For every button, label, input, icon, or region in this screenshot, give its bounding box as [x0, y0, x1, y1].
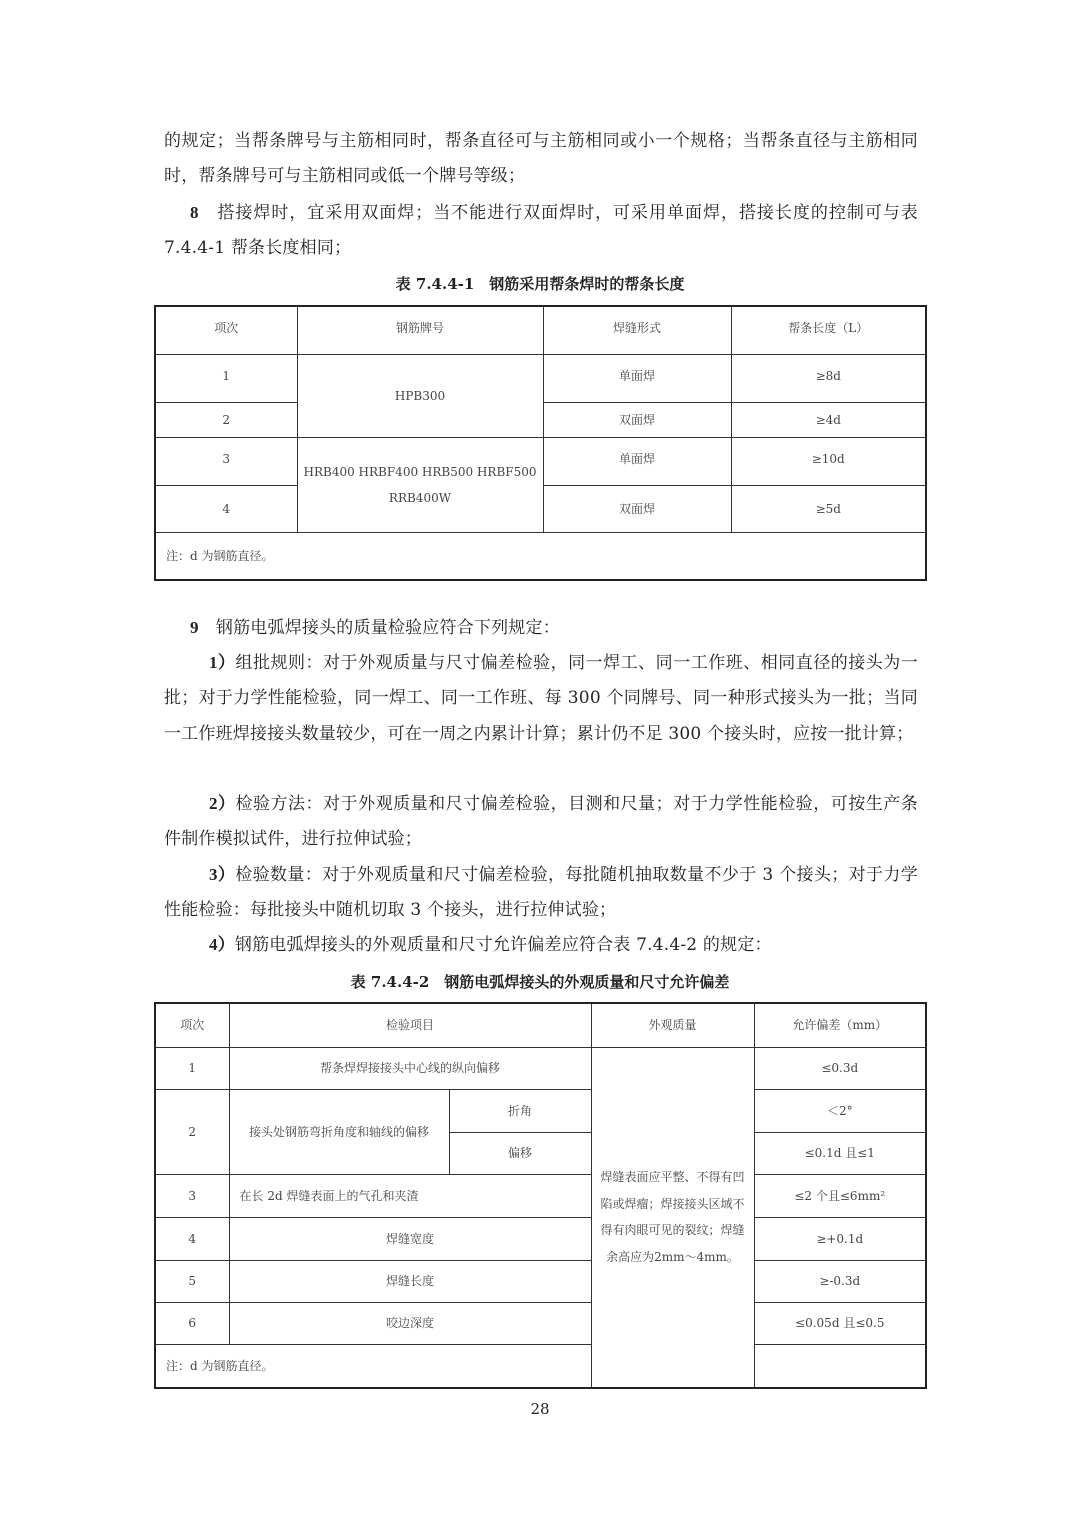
item-number: 3）	[209, 865, 236, 884]
table-7-4-4-1	[154, 305, 927, 581]
clause-text: 搭接焊时，宜采用双面焊；当不能进行双面焊时，可采用单面焊，搭接长度的控制可与表7.4.4-1 帮条长度相同；	[164, 203, 918, 259]
item-text: 检验方法：对于外观质量和尺寸偏差检验，目测和尺量；对于力学性能检验，可按生产条件制作模拟试件，进行拉伸试验；	[164, 794, 918, 850]
cell-weld: 单面焊	[543, 354, 731, 402]
paragraph-continuation	[164, 124, 918, 195]
cell-weld: 单面焊	[543, 437, 731, 485]
cell-weld: 双面焊	[543, 485, 731, 532]
cell-grade	[297, 437, 543, 532]
table-7-4-4-2	[154, 1002, 927, 1389]
table-row	[155, 1047, 926, 1089]
grade-line: RRB400W	[388, 490, 452, 505]
table-header-row	[155, 306, 926, 354]
cell-item: 焊缝宽度	[229, 1217, 591, 1260]
cell-length: ≥10d	[731, 437, 926, 485]
clause-8	[164, 195, 918, 267]
table-row	[155, 437, 926, 485]
cell-no: 1	[155, 354, 297, 402]
item-4	[164, 927, 918, 963]
header-cell: 外观质量	[591, 1003, 754, 1047]
header-cell: 允许偏差（mm）	[754, 1003, 926, 1047]
header-cell: 帮条长度（L）	[731, 306, 926, 354]
cell-length: ≥5d	[731, 485, 926, 532]
table-row	[155, 1217, 926, 1260]
table2-caption: 表 7.4.4-2 钢筋电弧焊接头的外观质量和尺寸允许偏差	[350, 973, 730, 991]
cell-no: 4	[155, 1217, 229, 1260]
table-note: 注：d 为钢筋直径。	[155, 1344, 926, 1388]
table-row	[155, 1260, 926, 1302]
item-1	[164, 645, 918, 752]
cell-item: 帮条焊焊接接头中心线的纵向偏移	[229, 1047, 591, 1089]
grade-line: HRB400 HRBF400 HRB500 HRBF500	[303, 464, 537, 479]
cell-no: 4	[155, 485, 297, 532]
table1-caption: 表 7.4.4-1 钢筋采用帮条焊时的帮条长度	[395, 275, 685, 293]
item-2	[164, 786, 918, 858]
cell-weld: 双面焊	[543, 402, 731, 437]
cell-item: 接头处钢筋弯折角度和轴线的偏移	[229, 1089, 449, 1174]
clause-text: 钢筋电弧焊接头的质量检验应符合下列规定：	[215, 618, 560, 638]
cell-no: 3	[155, 1174, 229, 1217]
header-cell: 焊缝形式	[543, 306, 731, 354]
table-row	[155, 1302, 926, 1344]
cell-tolerance: ≤0.3d	[754, 1047, 926, 1089]
cell-no: 5	[155, 1260, 229, 1302]
cell-length: ≥4d	[731, 402, 926, 437]
table-row	[155, 1174, 926, 1217]
cell-tolerance: ≥-0.3d	[754, 1260, 926, 1302]
header-cell: 钢筋牌号	[297, 306, 543, 354]
header-cell: 项次	[155, 1003, 229, 1047]
cell-length: ≥8d	[731, 354, 926, 402]
cell-no: 2	[155, 402, 297, 437]
cell-tolerance: ＜2°	[754, 1089, 926, 1132]
table-header-row	[155, 1003, 926, 1047]
cell-no: 3	[155, 437, 297, 485]
cell-grade: HPB300	[297, 354, 543, 437]
table-row	[155, 1089, 926, 1132]
item-text: 钢筋电弧焊接头的外观质量和尺寸允许偏差应符合表 7.4.4-2 的规定：	[234, 935, 772, 955]
item-3	[164, 857, 918, 929]
header-cell: 检验项目	[229, 1003, 591, 1047]
cell-tolerance: ≤0.05d 且≤0.5	[754, 1302, 926, 1344]
clause-number: 9	[190, 618, 199, 637]
cell-subitem: 折角	[449, 1089, 591, 1132]
clause-number: 8	[190, 203, 199, 222]
cell-item: 咬边深度	[229, 1302, 591, 1344]
cell-tolerance: ≥+0.1d	[754, 1217, 926, 1260]
cell-no: 6	[155, 1302, 229, 1344]
table-note-row	[155, 532, 926, 580]
cell-item: 在长 2d 焊缝表面上的气孔和夹渣	[229, 1174, 591, 1217]
table-note-row	[155, 1344, 926, 1388]
cell-no: 1	[155, 1047, 229, 1089]
item-text: 组批规则：对于外观质量与尺寸偏差检验，同一焊工、同一工作班、相同直径的接头为一批；对于力学性能检验，同一焊工、同一工作班、每 300 个同牌号、同一种形式接头为一批；当同一工作班焊接接头数量较少，可在一周之内累计计算；累计仍不足 300 个接头时，应按一批计算；	[164, 653, 918, 744]
item-number: 2）	[209, 794, 236, 813]
table-row	[155, 354, 926, 402]
cell-appearance: 焊缝表面应平整、不得有凹陷或焊瘤；焊接接头区域不得有肉眼可见的裂纹；焊缝余高应为2mm～4mm。	[591, 1047, 754, 1388]
cell-subitem: 偏移	[449, 1132, 591, 1174]
clause-9	[164, 610, 918, 646]
cell-tolerance: ≤0.1d 且≤1	[754, 1132, 926, 1174]
table-note: 注：d 为钢筋直径。	[155, 532, 926, 580]
cell-item: 焊缝长度	[229, 1260, 591, 1302]
paragraph-text: 的规定；当帮条牌号与主筋相同时，帮条直径可与主筋相同或小一个规格；当帮条直径与主筋相同时，帮条牌号可与主筋相同或低一个牌号等级；	[164, 131, 918, 187]
cell-tolerance: ≤2 个且≤6mm²	[754, 1174, 926, 1217]
page-number: 28	[530, 1400, 550, 1418]
item-text: 检验数量：对于外观质量和尺寸偏差检验，每批随机抽取数量不少于 3 个接头；对于力学性能检验：每批接头中随机切取 3 个接头，进行拉伸试验；	[164, 865, 918, 921]
item-number: 1）	[209, 653, 236, 672]
cell-no: 2	[155, 1089, 229, 1174]
item-number: 4）	[209, 935, 235, 954]
header-cell: 项次	[155, 306, 297, 354]
